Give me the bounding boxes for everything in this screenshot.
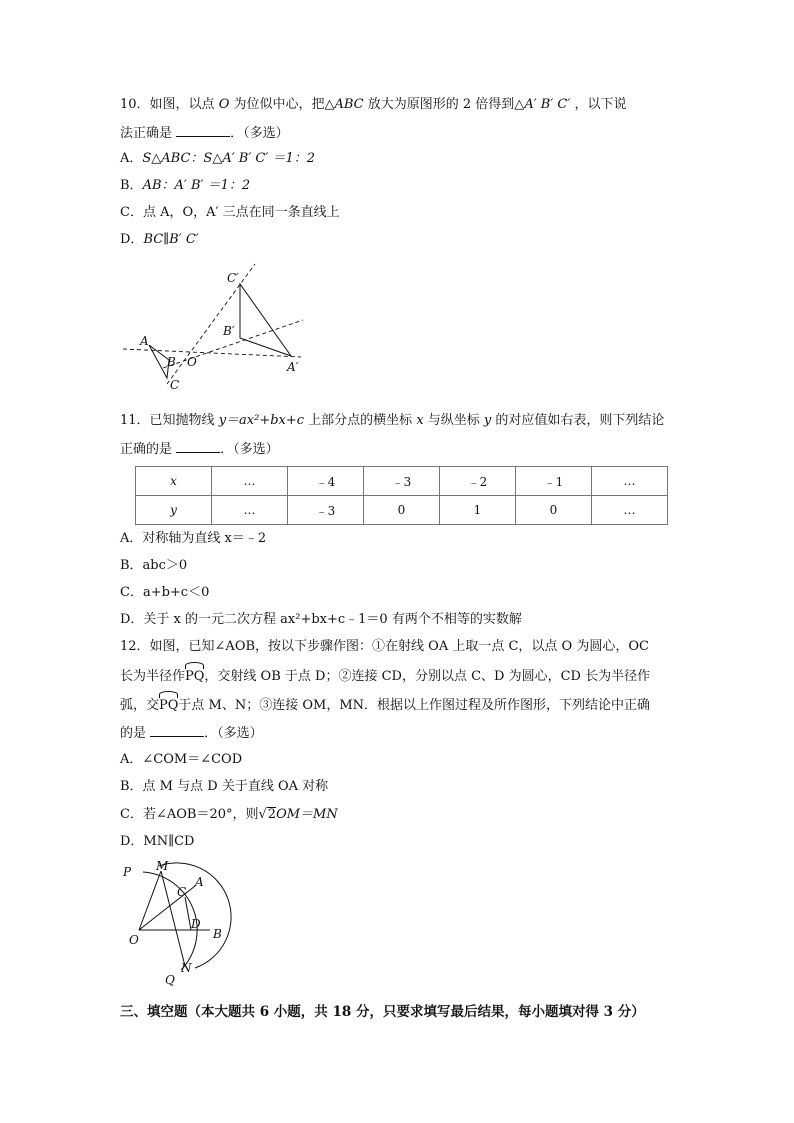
- q11-answer-blank[interactable]: [176, 438, 220, 453]
- q11-stem-x: x: [416, 413, 424, 428]
- q10-label-a1: A′: [287, 360, 299, 374]
- q12-arc-pq: PQ: [159, 694, 178, 716]
- q12-stem-text: ．（多选）: [204, 726, 263, 741]
- q11-stem-y: y: [483, 413, 492, 428]
- q12-label-p: P: [123, 865, 132, 879]
- sqrt-radicand: 2: [267, 807, 277, 822]
- q10-stem-text: ，以下说: [570, 97, 627, 112]
- option-text: C．若∠AOB＝20°，则: [120, 807, 259, 822]
- table-cell: …: [212, 467, 288, 496]
- option-text: OM＝MN: [276, 807, 338, 822]
- q12-label-c: C: [177, 885, 187, 899]
- q12-stem-text: 弧，交: [120, 698, 160, 713]
- q11-stem-text: ．（多选）: [220, 442, 279, 457]
- q10-option-a: [120, 149, 315, 169]
- table-cell: y: [136, 496, 212, 525]
- q12-option-c: C．若∠AOB＝20°，则√2OM＝MN: [120, 807, 338, 822]
- q10-stem-line1: [120, 95, 626, 115]
- q12-label-n: N: [181, 961, 192, 975]
- table-cell: ﹣3: [364, 467, 440, 496]
- table-cell: 0: [364, 496, 440, 525]
- option-text: S△ABC：S△A′ B′ C′ ＝1：2: [142, 151, 316, 166]
- table-cell: ﹣2: [440, 467, 516, 496]
- table-cell: ﹣3: [288, 496, 364, 525]
- q11-option-c: C．a+b+c＜0: [120, 585, 210, 600]
- q12-stem-line2: [120, 665, 650, 687]
- q10-option-b: [120, 176, 250, 196]
- q11-stem-line2: [120, 438, 279, 460]
- q12-stem-text: 于点 M、N；③连接 OM，MN．根据以上作图过程及所作图形，下列结论中正确: [178, 698, 651, 713]
- q10-option-c: [120, 203, 340, 223]
- table-cell: …: [212, 496, 288, 525]
- q12-option-a: A．∠COM＝∠COD: [120, 752, 243, 767]
- q12-option-d: D．MN∥CD: [120, 834, 195, 849]
- q11-stem-text: 正确的是: [120, 442, 177, 457]
- table-cell: x: [136, 467, 212, 496]
- q10-stem-point-o: O: [218, 97, 230, 112]
- q12-label-a: A: [195, 875, 204, 889]
- q12-arc-pq: PQ: [185, 665, 204, 687]
- q10-label-b1: B′: [223, 324, 235, 338]
- q12-label-d: D: [191, 917, 201, 931]
- q12-answer-blank[interactable]: [150, 722, 204, 737]
- q10-stem-text: ．（多选）: [230, 126, 289, 141]
- q11-option-d: D．关于 x 的一元二次方程 ax²+bx+c﹣1＝0 有两个不相等的实数解: [120, 612, 522, 627]
- q10-label-c: C: [170, 378, 180, 392]
- q11-stem-text: 与纵坐标: [423, 413, 484, 428]
- q12-stem-text: 的是: [120, 726, 151, 741]
- table-cell: ﹣4: [288, 467, 364, 496]
- q10-option-d: [120, 230, 199, 250]
- section-3-heading: 三、填空题（本大题共 6 小题，共 18 分，只要求填写最后结果，每小题填对得 3 分）: [120, 1004, 645, 1020]
- q10-label-c1: C′: [227, 271, 239, 285]
- q11-stem-text: 的对应值如右表，则下列结论: [491, 413, 665, 428]
- table-row: [136, 496, 668, 525]
- q12-stem-line4: [120, 722, 263, 744]
- q10-stem-text: 为位似中心，把△: [229, 97, 335, 112]
- q10-stem-line2: [120, 122, 289, 144]
- q11-option-b: B．abc＞0: [120, 558, 188, 573]
- table-cell: …: [592, 467, 668, 496]
- option-label: A．: [120, 151, 143, 166]
- q11-stem-line1: [120, 411, 664, 431]
- option-label: B．: [120, 178, 143, 193]
- q12-label-o: O: [129, 933, 139, 947]
- table-cell: 0: [516, 496, 592, 525]
- q11-value-table: [135, 466, 668, 525]
- table-cell: 1: [440, 496, 516, 525]
- q12-stem-line1: 12．如图，已知∠AOB，按以下步骤作图：①在射线 OA 上取一点 C，以点 O 为圆心，OC: [120, 639, 649, 654]
- q11-stem-text: 11．已知抛物线: [120, 413, 219, 428]
- q10-dashed-line-cc: [167, 264, 255, 384]
- q12-label-q: Q: [165, 973, 175, 987]
- option-label: D．: [120, 232, 144, 247]
- q10-stem-triangle-a1b1c1: A′ B′ C′: [524, 97, 571, 112]
- option-text: BC∥B′ C′: [143, 232, 199, 247]
- q12-label-m: M: [156, 859, 169, 873]
- q12-option-b: B．点 M 与点 D 关于直线 OA 对称: [120, 779, 329, 794]
- q11-stem-formula: y＝ax²+bx+c: [218, 413, 305, 428]
- q11-stem-text: 上部分点的横坐标: [304, 413, 417, 428]
- q10-label-a: A: [140, 334, 149, 348]
- q10-stem-triangle-abc: ABC: [334, 97, 364, 112]
- q10-answer-blank[interactable]: [176, 122, 230, 137]
- option-text: AB：A′ B′ ＝1：2: [142, 178, 251, 193]
- q12-stem-line3: [120, 694, 650, 716]
- table-cell: …: [592, 496, 668, 525]
- q10-figure: [115, 258, 315, 398]
- option-text: 点 A，O，A′ 三点在同一条直线上: [142, 205, 340, 220]
- q12-stem-text: ，交射线 OB 于点 D；②连接 CD，分别以点 C、D 为圆心，CD 长为半径作: [204, 669, 651, 684]
- q10-label-o: O: [187, 355, 197, 369]
- q11-option-a: A．对称轴为直线 x＝﹣2: [120, 531, 267, 546]
- q10-triangle-abc: [149, 345, 169, 378]
- q12-label-b: B: [213, 927, 222, 941]
- option-label: C．: [120, 205, 143, 220]
- q10-stem-text: 10．如图，以点: [120, 97, 219, 112]
- table-row: [136, 467, 668, 496]
- q10-stem-text: 法正确是: [120, 126, 177, 141]
- q10-stem-text: 放大为原图形的 2 倍得到△: [363, 97, 525, 112]
- q10-triangle-a1b1c1: [240, 284, 291, 356]
- q10-label-b: B: [167, 355, 176, 369]
- q12-stem-text: 长为半径作: [120, 669, 186, 684]
- q12-figure: [115, 858, 235, 993]
- table-cell: ﹣1: [516, 467, 592, 496]
